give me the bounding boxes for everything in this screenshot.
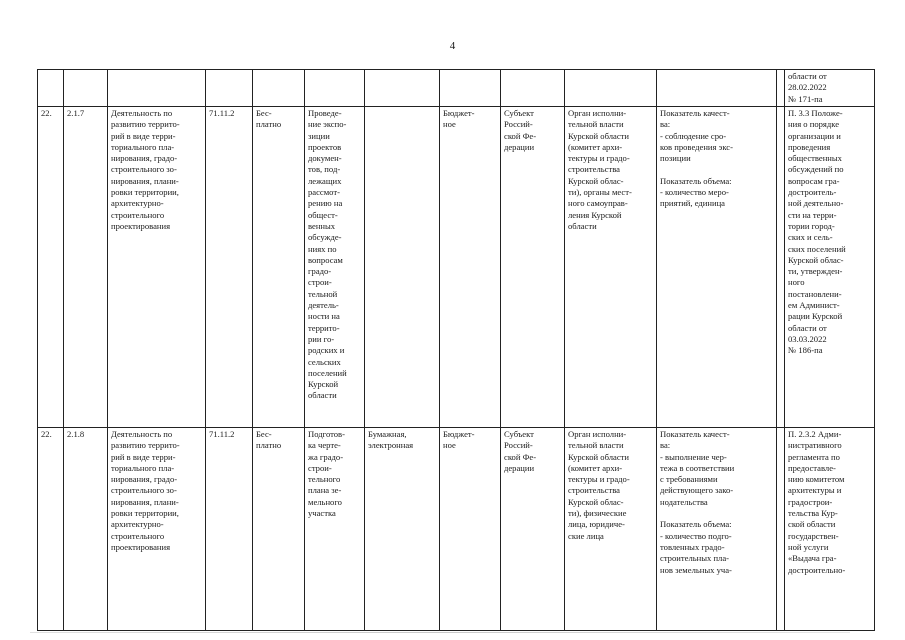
scan-edge-line bbox=[30, 632, 850, 633]
cell-form bbox=[365, 107, 440, 428]
cell-okved: 71.11.2 bbox=[206, 107, 253, 428]
cell-indicators: Показатель качест- ва: - соблюдение сро- ков проведения экс- позиции Показатель объема: - количество меро- приятий, единица bbox=[657, 107, 777, 428]
cell-content: Подготов- ка черте- жа градо- строи- тельного плана зе- мельного участка bbox=[305, 428, 365, 631]
cell-subject bbox=[501, 70, 565, 107]
table-row-continuation bbox=[38, 70, 875, 107]
cell-funding: Бюджет- ное bbox=[440, 107, 501, 428]
cell-code bbox=[64, 70, 108, 107]
cell-basis: П. 2.3.2 Адми- нистративного регламента по предоставле- нию комитетом архитектуры и градострои- тельства Кур- ской области государствен- ной услуги «Выдача гра- достроительно- bbox=[785, 428, 875, 631]
cell-basis: П. 3.3 Положе- ния о порядке организации и проведения общественных обсуждений по вопросам гра- достроитель- ной деятельно- сти на терри- тории город- ских и сель- ских поселений Курской облас- ти, утвержден- ного постановлени- ем Админист- рации Курской области от 03.03.2022 № 186-па bbox=[785, 107, 875, 428]
page-number: 4 bbox=[449, 40, 456, 52]
cell-col12 bbox=[777, 107, 785, 428]
cell-form: Бумажная, электронная bbox=[365, 428, 440, 631]
cell-code: 2.1.7 bbox=[64, 107, 108, 428]
cell-content: Проведе- ние экспо- зиции проектов докумен- тов, под- лежащих рассмот- рению на общест- венных обсужде- ниях по вопросам градо- строи- тельной деятель- ности на террито- рии го- родских и сельских поселений Курской области bbox=[305, 107, 365, 428]
cell-okved bbox=[206, 70, 253, 107]
cell-activity: Деятельность по развитию террито- рий в виде терри- ториального пла- нирования, градо- строительного зо- нирования, плани- ровки территории, архитектурно- строительного проектирования bbox=[108, 428, 206, 631]
cell-organ: Орган исполни- тельной власти Курской области (комитет архи- тектуры и градо- строительства Курской облас- ти), органы мест- ного самоуправ- ления Курской области bbox=[565, 107, 657, 428]
cell-activity: Деятельность по развитию террито- рий в виде терри- ториального пла- нирования, градо- строительного зо- нирования, плани- ровки территории, архитектурно- строительного проектирования bbox=[108, 107, 206, 428]
cell-okved: 71.11.2 bbox=[206, 428, 253, 631]
cell-col12 bbox=[777, 428, 785, 631]
cell-num bbox=[38, 70, 64, 107]
cell-subject: Субъект Россий- ской Фе- дерации bbox=[501, 107, 565, 428]
cell-organ bbox=[565, 70, 657, 107]
cell-payment: Бес- платно bbox=[253, 107, 305, 428]
cell-subject: Субъект Россий- ской Фе- дерации bbox=[501, 428, 565, 631]
cell-funding: Бюджет- ное bbox=[440, 428, 501, 631]
cell-col12 bbox=[777, 70, 785, 107]
table-row bbox=[38, 107, 875, 428]
basis-text: области от 28.02.2022 № 171-па bbox=[788, 71, 827, 104]
cell-num: 22. bbox=[38, 107, 64, 428]
cell-indicators bbox=[657, 70, 777, 107]
cell-form bbox=[365, 70, 440, 107]
cell-funding bbox=[440, 70, 501, 107]
cell-indicators: Показатель качест- ва: - выполнение чер- тежа в соответствии с требованиями действующего зако- нодательства Показатель объема: - количество подго- товленных градо- строительных пла- нов земельных уча- bbox=[657, 428, 777, 631]
cell-content bbox=[305, 70, 365, 107]
cell-basis bbox=[785, 70, 875, 107]
cell-activity bbox=[108, 70, 206, 107]
table-row bbox=[38, 428, 875, 631]
cell-organ: Орган исполни- тельной власти Курской области (комитет архи- тектуры и градо- строительства Курской облас- ти), физические лица, юридиче- ские лица bbox=[565, 428, 657, 631]
registry-table bbox=[37, 69, 875, 631]
cell-payment bbox=[253, 70, 305, 107]
cell-code: 2.1.8 bbox=[64, 428, 108, 631]
cell-num: 22. bbox=[38, 428, 64, 631]
cell-payment: Бес- платно bbox=[253, 428, 305, 631]
